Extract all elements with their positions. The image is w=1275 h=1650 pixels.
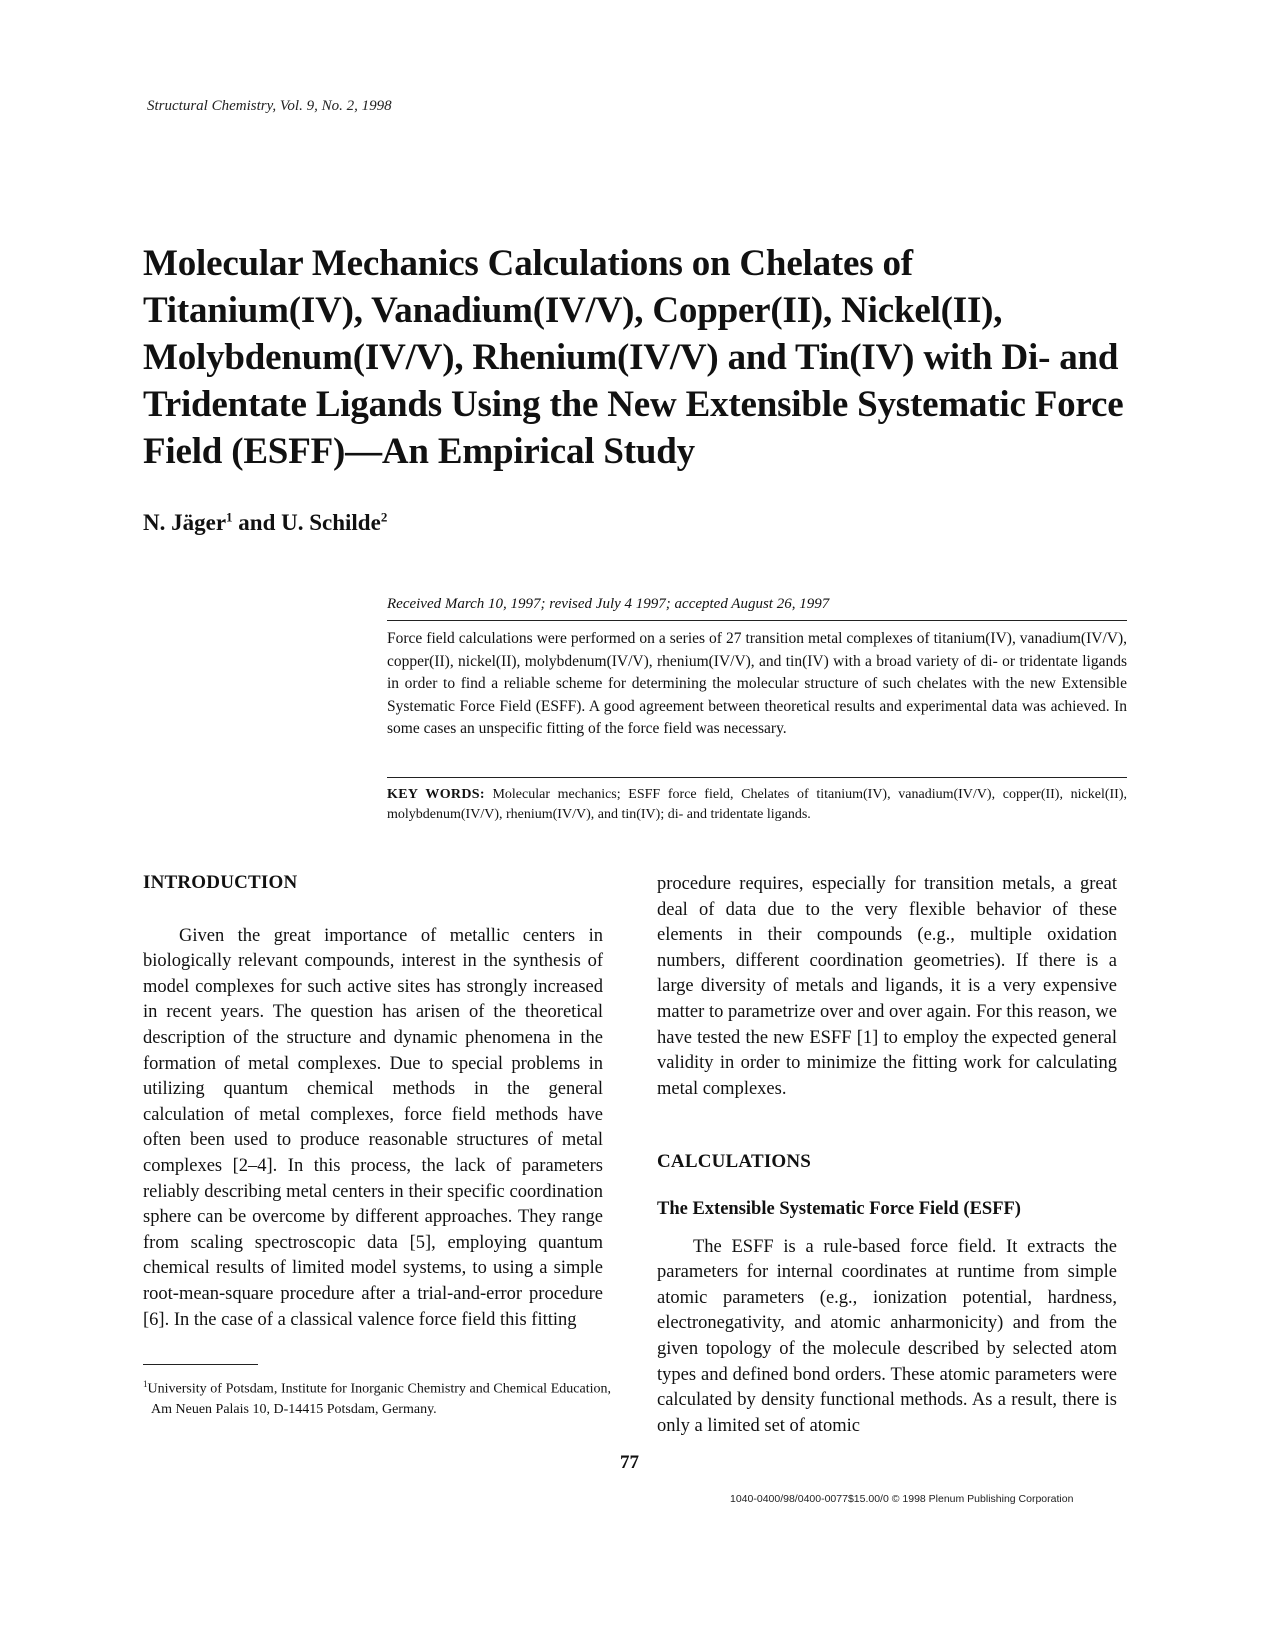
keywords [387,785,1127,825]
section-heading-calculations: CALCULATIONS [657,1151,812,1173]
keywords-label: KEY WORDS: [387,787,485,802]
footnote-rule [143,1364,258,1365]
footnote-marker: 1 [143,1379,148,1389]
subsection-heading-esff: The Extensible Systematic Force Field (ESFF) [657,1198,1021,1219]
section-heading-introduction: INTRODUCTION [143,872,298,893]
author-name: U. Schilde [281,510,381,535]
abstract-bottom-rule [387,777,1127,778]
abstract-text: Force field calculations were performed on a series of 27 transition metal complexes of titanium(IV), vanadium(IV/V), copper(II), nickel(II), molybdenum(IV/V), rhenium(IV/V), and tin(IV) with a broad variety of di- or tridentate ligands in order to find a reliable scheme for determining the molecular structure of such chelates with the new Extensible Systematic Force Field (ESFF). A good agreement between theoretical results and experimental data was achieved. In some cases an unspecific fitting of the force field was necessary. [387,630,1127,737]
page-number: 77 [620,1452,639,1473]
author-name: N. Jäger [143,510,227,535]
body-paragraph: The ESFF is a rule-based force field. It extracts the parameters for internal coordinates at runtime from simple atomic parameters (e.g., ionization potential, hardness, electronegativity, and atomic anharmonicity) and from the given topology of the molecule described by selected atom types and defined bond orders. These atomic parameters were calculated by density functional methods. As a result, there is only a limited set of atomic [657,1236,1117,1436]
footnote-text: University of Potsdam, Institute for Inorganic Chemistry and Chemical Education, Am Neuen Palais 10, D-14415 Potsdam, Germany. [147,1381,611,1417]
journal-citation: Structural Chemistry, Vol. 9, No. 2, 1998 [147,98,392,114]
footnote [143,1374,611,1420]
right-column [657,872,1117,1439]
affiliation-marker: 2 [380,509,388,525]
left-column [143,870,603,1333]
author-conjunction: and [238,510,276,535]
body-paragraph: procedure requires, especially for transition metals, a great deal of data due to the very flexible behavior of these elements in their compounds (e.g., multiple oxidation numbers, different coordination geometries). If there is a large diversity of metals and ligands, it is a very expensive matter to parametrize over and over again. For this reason, we have tested the new ESFF [1] to employ the expected general validity in order to minimize the fitting work for calculating metal complexes. [657,874,1117,1099]
copyright-line: 1040-0400/98/0400-0077$15.00/0 © 1998 Plenum Publishing Corporation [730,1493,1074,1505]
abstract-top-rule [387,620,1127,621]
author-line [143,510,387,536]
article-title: Molecular Mechanics Calculations on Chelates of Titanium(IV), Vanadium(IV/V), Copper(II), Nickel(II), Molybdenum(IV/V), Rhenium(IV/V) and Tin(IV) with Di- and Tridentate Ligands Using the New Extensible Systematic Force Field (ESFF)—An Empirical Study [143,243,1124,472]
received-dates: Received March 10, 1997; revised July 4 1997; accepted August 26, 1997 [387,596,830,612]
affiliation-marker: 1 [226,509,233,525]
keywords-text: Molecular mechanics; ESFF force field, Chelates of titanium(IV), vanadium(IV/V), copper(II), nickel(II), molybdenum(IV/V), rhenium(IV/V), and tin(IV); di- and tridentate ligands. [387,787,1127,822]
body-paragraph: Given the great importance of metallic centers in biologically relevant compounds, interest in the synthesis of model complexes for such active sites has strongly increased in recent years. The question has arisen of the theoretical description of the structure and dynamic phenomena in the formation of metal complexes. Due to special problems in utilizing quantum chemical methods in the general calculation of metal complexes, force field methods have often been used to produce reasonable structures of metal complexes [2–4]. In this process, the lack of parameters reliably describing metal centers in their specific coordination sphere can be overcome by different approaches. They range from scaling spectroscopic data [5], employing quantum chemical results of limited model systems, to using a simple root-mean-square procedure after a trial-and-error procedure [6]. In the case of a classical valence force field this fitting [143,925,603,1330]
